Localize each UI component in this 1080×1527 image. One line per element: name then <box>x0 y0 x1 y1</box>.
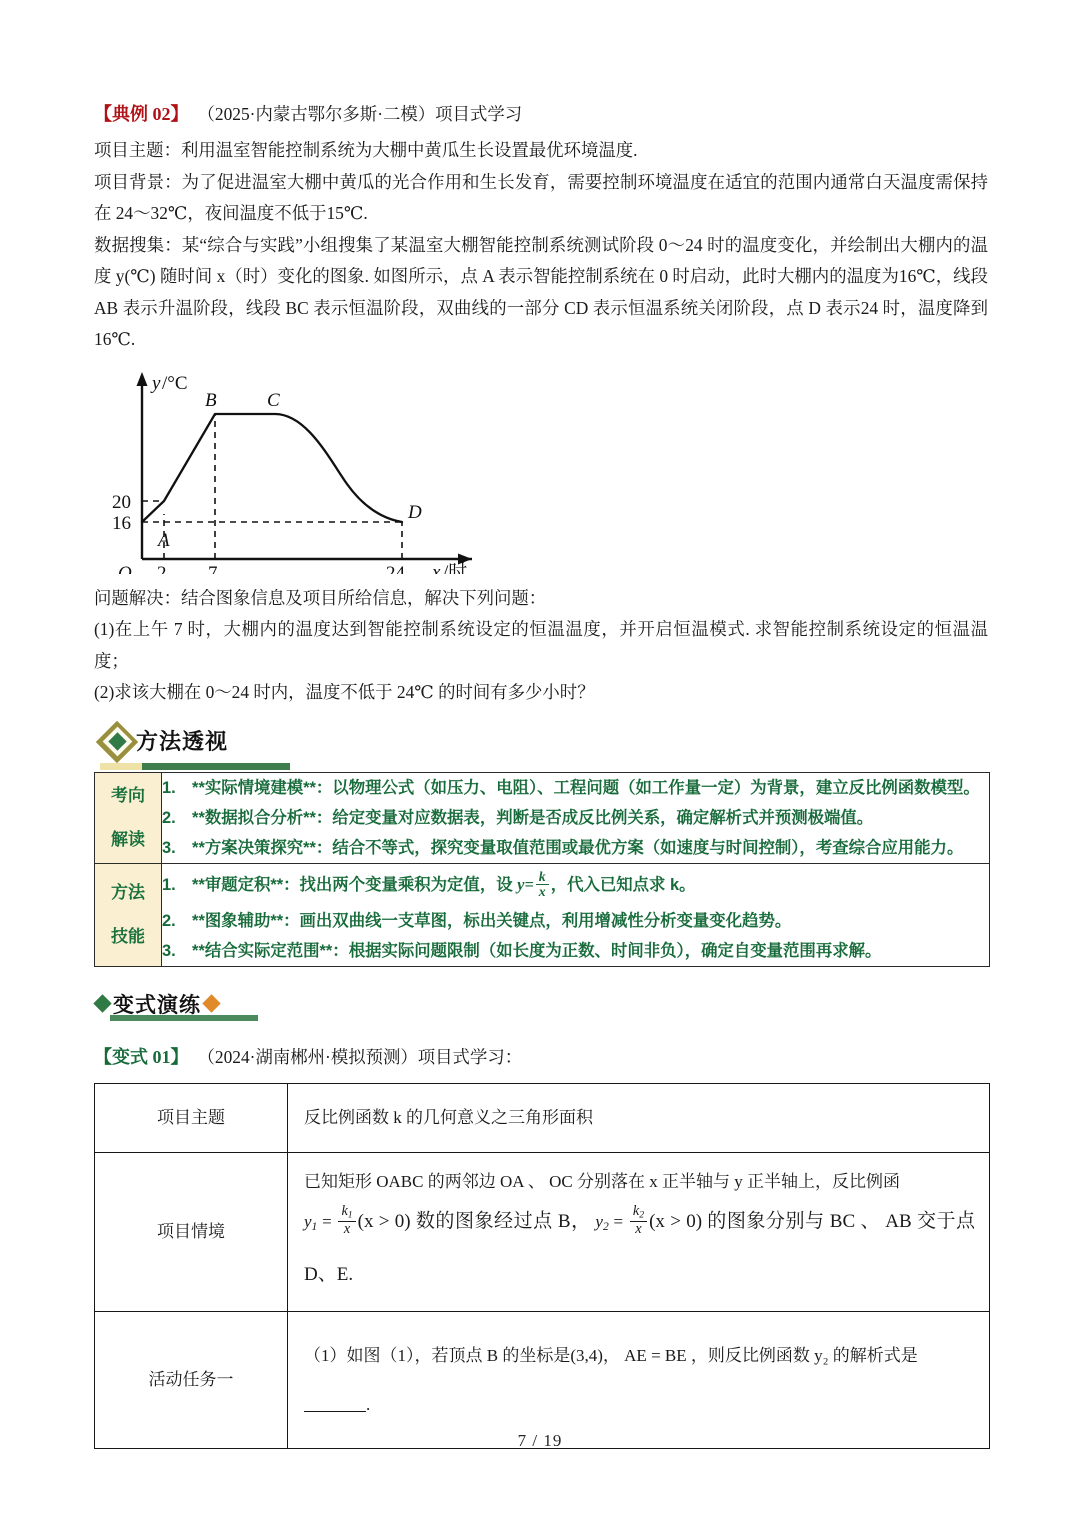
method-row-label-kaoxiang <box>95 772 162 863</box>
method-item-text-1: 1. **审题定积**：找出两个变量乘积为定值，设 <box>162 875 518 894</box>
variant-row-label-task1: 活动任务一 <box>95 1311 288 1448</box>
method-row-body-kaoxiang <box>162 772 990 863</box>
svg-text:/°C: /°C <box>162 372 188 394</box>
svg-text:O: O <box>118 562 132 574</box>
variant-practice-banner <box>96 989 988 1021</box>
method-item: 2. **数据拟合分析**：给定变量对应数据表，判断是否成反比例关系，确定解析式并预测极端值。 <box>162 808 874 827</box>
example-tag: 【典例 02】 <box>94 104 189 124</box>
variant-row-label-topic: 项目主题 <box>95 1083 288 1152</box>
answer-blank[interactable] <box>304 1411 366 1412</box>
temperature-graph-svg <box>102 364 492 574</box>
formula-lhs: y= <box>517 874 534 894</box>
method-row-label-fangfa <box>95 863 162 966</box>
svg-text:C: C <box>267 389 280 411</box>
diamond-orange-icon <box>202 994 220 1012</box>
temperature-graph-figure <box>102 364 988 579</box>
context-line-2: $y_1$ = $\frac{k_1}{x}$ (x > 0) 数的图象经过点 B， $y_2$ = $\frac{k_2}{x}$ (x > 0) 的图象分别与 BC 、 AB 交于点 D、E. <box>304 1203 976 1285</box>
fraction-k2-over-x: $\frac{k_2}{x}$ <box>630 1204 647 1237</box>
svg-text:16: 16 <box>112 512 131 534</box>
variant-header <box>94 1043 988 1069</box>
fraction-k1-over-x: $\frac{k_1}{x}$ <box>338 1204 355 1237</box>
problem-solving-block <box>94 583 988 709</box>
method-table <box>94 772 990 967</box>
table-row <box>95 772 990 863</box>
variant-row-body-topic: 反比例函数 k 的几何意义之三角形面积 <box>288 1083 990 1152</box>
project-topic-line: 项目主题：利用温室智能控制系统为大棚中黄瓜生长设置最优环境温度. <box>94 140 638 160</box>
variant-table <box>94 1083 990 1449</box>
variant-source: （2024·湖南郴州·模拟预测）项目式学习： <box>197 1046 523 1067</box>
method-banner-title: 方法透视 <box>136 728 229 754</box>
label-line: 方法 <box>111 882 145 902</box>
svg-text:/时: /时 <box>443 561 468 574</box>
context-line-1: 已知矩形 OABC 的两邻边 OA 、 OC 分别落在 x 正半轴与 y 正半轴上，反比例函 <box>304 1171 900 1191</box>
table-row <box>95 863 990 966</box>
label-line: 考向 <box>111 785 145 805</box>
variant-banner-title: 变式演练 <box>113 993 201 1017</box>
svg-text:A: A <box>158 529 170 551</box>
table-row <box>95 1152 990 1311</box>
variant-row-label-context: 项目情境 <box>95 1152 288 1311</box>
svg-text:7: 7 <box>208 562 218 574</box>
svg-text:B: B <box>205 389 217 411</box>
answer-blank-row <box>304 1388 975 1421</box>
task1-text: （1）如图（1），若顶点 B 的坐标是(3,4)， AE = BE ，则反比例函数 y₂ 的解析式是 <box>304 1345 918 1365</box>
fraction-k-over-x: $\frac{k}{x}$ <box>536 870 549 900</box>
data-collection-line: 数据搜集：某“综合与实践”小组搜集了某温室大棚智能控制系统测试阶段 0～24 时的温度变化，并绘制出大棚内的温度 y(℃) 随时间 x（时）变化的图象. 如图所示，点 A 表示智能控制系统在 0 时启动，此时大棚内的温度为16℃，线段 AB 表示升温阶段，线段 BC 表示恒温阶段，双曲线的一部分 CD 表示恒温系统关闭阶段，点 D 表示24 时，温度降到16℃. <box>94 234 988 349</box>
label-line: 解读 <box>111 829 145 849</box>
method-row-body-fangfa <box>162 863 990 966</box>
diamond-green-icon <box>93 994 111 1012</box>
solve-intro: 问题解决：结合图象信息及项目所给信息，解决下列问题： <box>94 587 547 608</box>
example-body <box>94 135 988 356</box>
variant-tag: 【变式 01】 <box>94 1046 189 1067</box>
svg-text:x: x <box>432 561 441 574</box>
variant-row-body-context <box>288 1152 990 1311</box>
question-2: (2)求该大棚在 0～24 时内，温度不低于 24℃ 的时间有多少小时？ <box>94 682 595 702</box>
svg-text:D: D <box>408 501 422 523</box>
table-row <box>95 1311 990 1448</box>
method-item-text-1-tail: ，代入已知点求 k。 <box>550 875 696 894</box>
task1-period: . <box>366 1394 371 1414</box>
method-item: 3. **方案决策探究**：结合不等式，探究变量取值范围或最优方案（如速度与时间控制），考查综合应用能力。 <box>162 838 964 857</box>
table-row <box>95 1083 990 1152</box>
example-header <box>94 100 988 126</box>
method-item: 1. **实际情境建模**：以物理公式（如压力、电阻）、工程问题（如工作量一定）为背景，建立反比例函数模型。 <box>162 778 980 797</box>
example-source: （2025·内蒙古鄂尔多斯·二模）项目式学习 <box>197 104 523 124</box>
svg-text:20: 20 <box>112 491 131 513</box>
method-item-with-formula <box>162 864 989 906</box>
svg-text:2: 2 <box>157 562 167 574</box>
diamond-icon <box>96 721 138 763</box>
method-perspective-banner <box>96 721 988 763</box>
svg-text:y: y <box>152 372 161 394</box>
variant-row-body-task1 <box>288 1311 990 1448</box>
method-item: 2. **图象辅助**：画出双曲线一支草图，标出关键点，利用增减性分析变量变化趋势。 <box>162 911 792 930</box>
project-background-line: 项目背景：为了促进温室大棚中黄瓜的光合作用和生长发育，需要控制环境温度在适宜的范围内通常白天温度需保持在 24～32℃，夜间温度不低于15℃. <box>94 171 988 223</box>
method-item: 3. **结合实际定范围**：根据实际问题限制（如长度为正数、时间非负），确定自变量范围再求解。 <box>162 941 882 960</box>
question-1: (1)在上午 7 时，大棚内的温度达到智能控制系统设定的恒温温度，并开启恒温模式. 求智能控制系统设定的恒温温度； <box>94 619 988 671</box>
page-number: 7 / 19 <box>517 1431 563 1450</box>
method-banner-rule <box>100 763 290 770</box>
svg-text:24: 24 <box>386 562 405 574</box>
label-line: 技能 <box>111 926 145 946</box>
